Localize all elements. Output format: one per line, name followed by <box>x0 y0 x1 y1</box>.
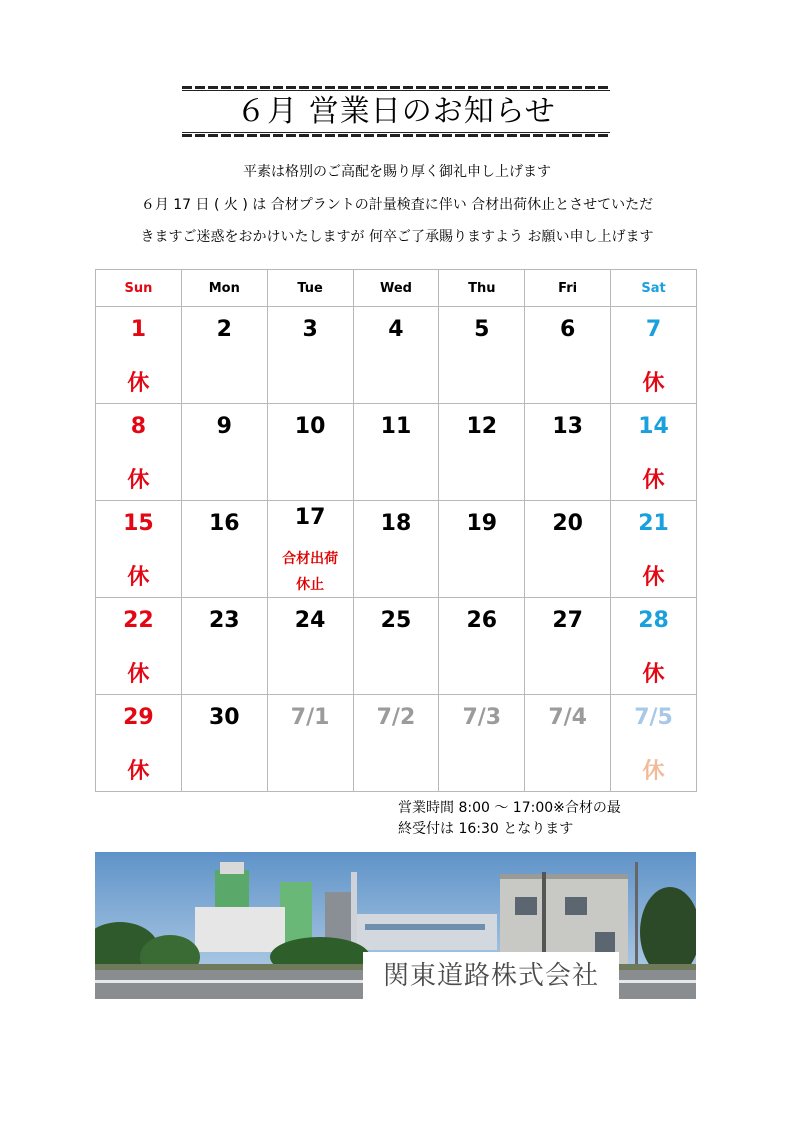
calendar-week-row <box>96 598 697 695</box>
holiday-mark: 休 <box>127 371 150 396</box>
weekday-thu: Thu <box>439 270 525 307</box>
calendar-day-cell <box>96 695 182 792</box>
calendar-day-cell <box>181 404 267 501</box>
day-number: 17 <box>294 505 326 530</box>
day-number: 1 <box>130 317 147 342</box>
day-number: 26 <box>466 608 498 633</box>
calendar-day-cell <box>181 307 267 404</box>
day-number: 7/4 <box>548 705 587 730</box>
calendar-day-cell <box>611 404 697 501</box>
day-number: 18 <box>380 511 412 536</box>
intro-line-2: ６月 17 日 ( 火 ) は 合材プラントの計量検査に伴い 合材出荷休止とさせていただ <box>140 197 654 213</box>
day-number: 25 <box>380 608 412 633</box>
holiday-mark: 休 <box>642 371 665 396</box>
calendar-day-cell <box>96 501 182 598</box>
day-number: 24 <box>294 608 326 633</box>
calendar-day-cell <box>181 695 267 792</box>
weekday-mon: Mon <box>181 270 267 307</box>
calendar-day-cell <box>525 404 611 501</box>
calendar-day-cell <box>96 598 182 695</box>
note-line: 休止 <box>296 577 325 593</box>
calendar-day-cell <box>439 501 525 598</box>
holiday-mark: 休 <box>127 759 150 784</box>
calendar-day-cell <box>267 501 353 598</box>
calendar-day-cell <box>267 404 353 501</box>
intro-line-3: きますご迷惑をおかけいたしますが 何卒ご了承賜りますよう お願い申し上げます <box>140 229 654 245</box>
day-number: 7/2 <box>376 705 416 730</box>
calendar-week-row <box>96 501 697 598</box>
calendar-day-cell <box>611 695 697 792</box>
day-number: 7/3 <box>462 705 502 730</box>
title-top-line <box>182 90 610 91</box>
calendar-table <box>95 269 697 792</box>
calendar-day-cell <box>439 598 525 695</box>
day-number: 9 <box>216 414 232 439</box>
weekday-wed: Wed <box>353 270 439 307</box>
day-number: 7 <box>645 317 662 342</box>
holiday-mark: 休 <box>642 759 665 784</box>
day-number: 28 <box>638 608 669 633</box>
page-title: ６月 営業日のお知らせ <box>236 94 556 129</box>
holiday-mark: 休 <box>127 662 150 687</box>
title-bottom-line <box>182 132 610 133</box>
day-number: 6 <box>559 317 576 342</box>
business-hours <box>398 798 621 840</box>
weekday-fri: Fri <box>525 270 611 307</box>
calendar-day-cell <box>525 598 611 695</box>
company-name: 関東道路株式会社 <box>382 961 599 991</box>
company-logo <box>363 952 619 999</box>
calendar-day-cell <box>525 695 611 792</box>
day-number: 15 <box>123 511 154 536</box>
title-top-border <box>182 86 610 89</box>
calendar-day-cell <box>353 598 439 695</box>
holiday-mark: 休 <box>127 565 150 590</box>
business-hours-line-2: 終受付は 16:30 となります <box>398 821 574 837</box>
day-number: 11 <box>380 414 412 439</box>
calendar-day-cell <box>525 501 611 598</box>
note-line: 合材出荷 <box>282 551 339 567</box>
holiday-mark: 休 <box>127 468 150 493</box>
calendar-day-cell <box>439 695 525 792</box>
calendar-day-cell <box>525 307 611 404</box>
holiday-mark: 休 <box>642 565 665 590</box>
day-number: 2 <box>216 317 232 342</box>
day-number: 7/1 <box>290 705 330 730</box>
day-number: 14 <box>638 414 669 439</box>
calendar-day-cell <box>353 501 439 598</box>
calendar-day-cell <box>439 404 525 501</box>
calendar-day-cell <box>611 501 697 598</box>
calendar-day-cell <box>181 501 267 598</box>
calendar-week-row <box>96 307 697 404</box>
calendar-day-cell <box>353 307 439 404</box>
calendar-day-cell <box>96 307 182 404</box>
calendar-week-row <box>96 404 697 501</box>
calendar-day-cell <box>439 307 525 404</box>
calendar-day-cell <box>267 695 353 792</box>
day-number: 30 <box>208 705 240 730</box>
holiday-mark: 休 <box>642 468 665 493</box>
weekday-sun: Sun <box>96 270 182 307</box>
day-number: 10 <box>294 414 326 439</box>
calendar-day-cell <box>353 404 439 501</box>
day-number: 12 <box>466 414 498 439</box>
title-bottom-border <box>182 134 610 137</box>
day-number: 27 <box>552 608 583 633</box>
calendar-day-cell <box>353 695 439 792</box>
calendar-day-cell <box>267 307 353 404</box>
shipment-suspended-note <box>268 546 353 598</box>
day-number: 19 <box>466 511 498 536</box>
day-number: 23 <box>208 608 240 633</box>
day-number: 5 <box>474 317 490 342</box>
weekday-tue: Tue <box>267 270 353 307</box>
calendar-day-cell <box>181 598 267 695</box>
company-photo <box>95 852 696 999</box>
calendar-day-cell <box>267 598 353 695</box>
day-number: 21 <box>638 511 669 536</box>
calendar-day-cell <box>96 404 182 501</box>
day-number: 13 <box>552 414 583 439</box>
calendar-day-cell <box>611 307 697 404</box>
day-number: 7/5 <box>634 705 673 730</box>
day-number: 3 <box>302 317 318 342</box>
day-number: 8 <box>130 414 147 439</box>
day-number: 29 <box>123 705 154 730</box>
calendar-week-row <box>96 695 697 792</box>
calendar-day-cell <box>611 598 697 695</box>
intro-line-1: 平素は格別のご高配を賜り厚く御礼申し上げます <box>243 164 551 180</box>
day-number: 16 <box>208 511 240 536</box>
weekday-sat: Sat <box>611 270 697 307</box>
title-block <box>182 86 610 138</box>
business-hours-line-1: 営業時間 8:00 ～ 17:00※合材の最 <box>398 800 621 816</box>
holiday-mark: 休 <box>642 662 665 687</box>
day-number: 4 <box>388 317 404 342</box>
day-number: 20 <box>552 511 583 536</box>
day-number: 22 <box>123 608 154 633</box>
weekday-header-row <box>96 270 697 307</box>
